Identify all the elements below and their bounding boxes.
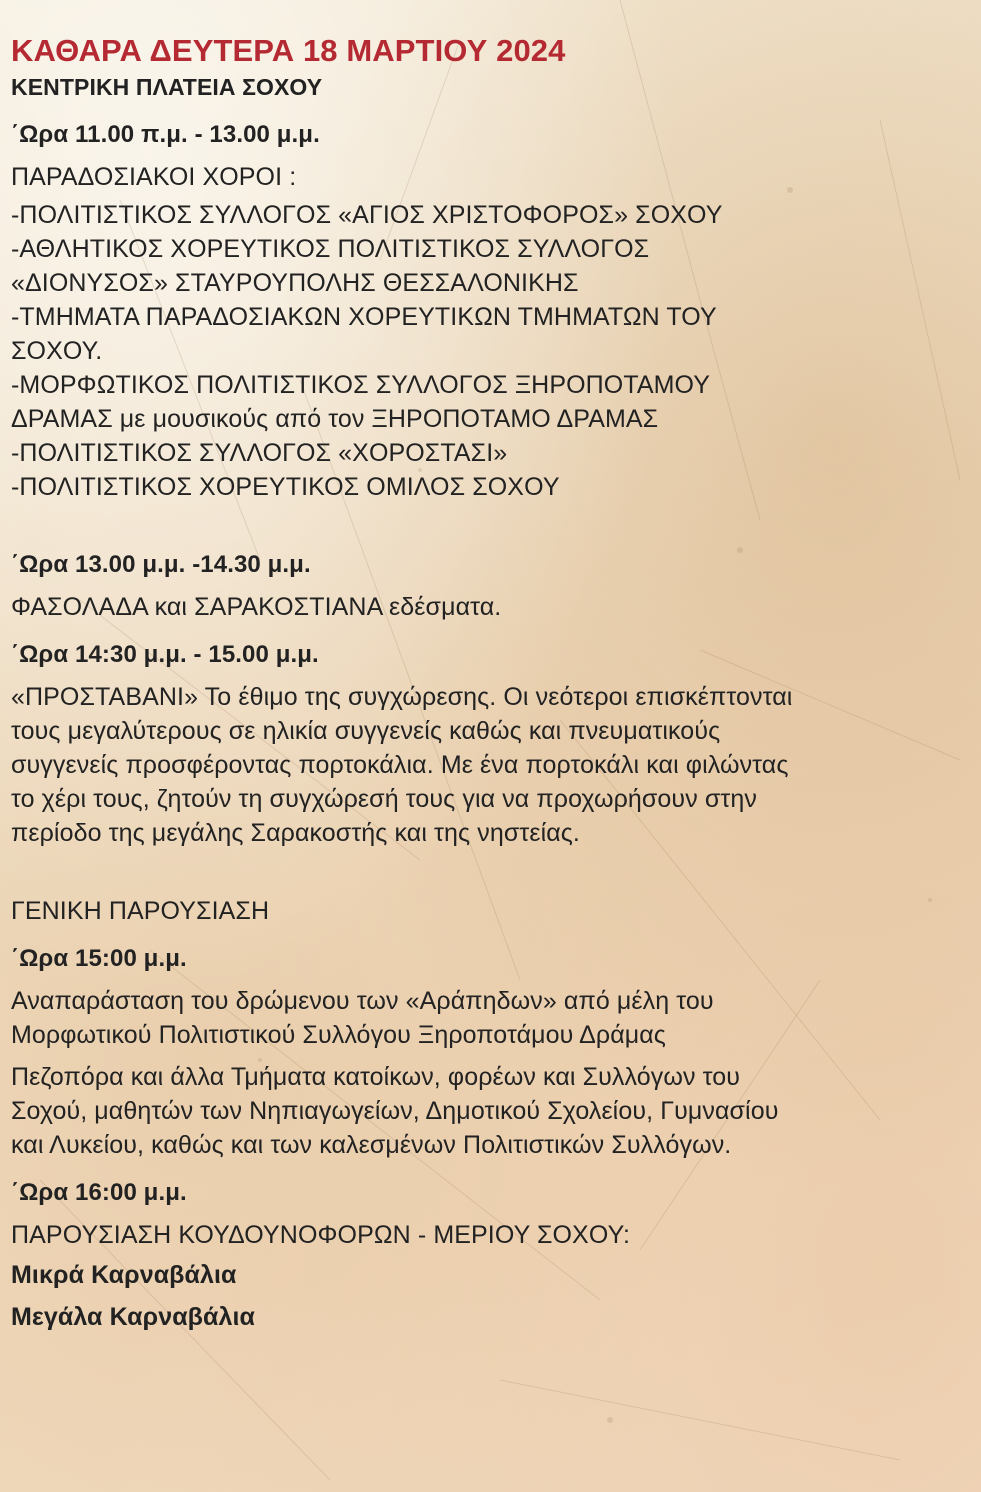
section-heading: ΓΕΝΙΚΗ ΠΑΡΟΥΣΙΑΣΗ <box>11 897 270 925</box>
paragraph-line: «ΠΡΟΣΤΑΒΑΝΙ» Το έθιμο της συγχώρεσης. Οι νεότεροι επισκέπτονται <box>11 683 793 711</box>
list-item: -ΤΜΗΜΑΤΑ ΠΑΡΑΔΟΣΙΑΚΩΝ ΧΟΡΕΥΤΙΚΩΝ ΤΜΗΜΑΤΩΝ ΤΟΥ <box>11 303 717 331</box>
list-item: -ΜΟΡΦΩΤΙΚΟΣ ΠΟΛΙΤΙΣΤΙΚΟΣ ΣΥΛΛΟΓΟΣ ΞΗΡΟΠΟΤΑΜΟΥ <box>11 371 711 399</box>
section-text: ΠΑΡΟΥΣΙΑΣΗ ΚΟΥΔΟΥΝΟΦΟΡΩΝ - ΜΕΡΙΟΥ ΣΟΧΟΥ: <box>11 1221 631 1249</box>
list-item: -ΠΟΛΙΤΙΣΤΙΚΟΣ ΧΟΡΕΥΤΙΚΟΣ ΟΜΙΛΟΣ ΣΟΧΟΥ <box>11 473 560 501</box>
section-heading: ΠΑΡΑΔΟΣΙΑΚΟΙ ΧΟΡΟΙ : <box>11 163 297 191</box>
section-prostavani <box>11 638 971 850</box>
section-traditional-dances <box>11 118 971 504</box>
section-text: ΦΑΣΟΛΑΔΑ και ΣΑΡΑΚΟΣΤΙΑΝΑ εδέσματα. <box>11 593 502 621</box>
paragraph-line: Πεζοπόρα και άλλα Τμήματα κατοίκων, φορέων και Συλλόγων του <box>11 1063 741 1091</box>
paragraph-line: Μορφωτικού Πολιτιστικού Συλλόγου Ξηροποτάμου Δράμας <box>11 1021 666 1049</box>
list-item: «ΔΙΟΝΥΣΟΣ» ΣΤΑΥΡΟΥΠΟΛΗΣ ΘΕΣΣΑΛΟΝΙΚΗΣ <box>11 269 579 297</box>
list-item: -ΠΟΛΙΤΙΣΤΙΚΟΣ ΣΥΛΛΟΓΟΣ «ΑΓΙΟΣ ΧΡΙΣΤΟΦΟΡΟΣ» ΣΟΧΟΥ <box>11 201 723 229</box>
paragraph-line: συγγενείς προσφέροντας πορτοκάλια. Με ένα πορτοκάλι και φιλώντας <box>11 751 789 779</box>
time-heading: ΄Ωρα 15:00 μ.μ. <box>11 945 187 972</box>
paragraph-line: το χέρι τους, ζητούν τη συγχώρεσή τους για να προχωρήσουν στην <box>11 785 757 813</box>
paragraph-line: Σοχού, μαθητών των Νηπιαγωγείων, Δημοτικού Σχολείου, Γυμνασίου <box>11 1097 779 1125</box>
time-heading: ΄Ωρα 16:00 μ.μ. <box>11 1179 187 1206</box>
time-heading: ΄Ωρα 13.00 μ.μ. -14.30 μ.μ. <box>11 551 311 578</box>
section-food <box>11 548 971 624</box>
list-item: Μικρά Καρναβάλια <box>11 1261 237 1289</box>
program-content <box>11 32 971 1334</box>
time-heading: ΄Ωρα 14:30 μ.μ. - 15.00 μ.μ. <box>11 641 319 668</box>
list-item: ΔΡΑΜΑΣ με μουσικούς από τον ΞΗΡΟΠΟΤΑΜΟ ΔΡΑΜΑΣ <box>11 405 659 433</box>
paragraph-line: Αναπαράσταση του δρώμενου των «Αράπηδων» από μέλη του <box>11 987 714 1015</box>
location-subtitle: ΚΕΝΤΡΙΚΗ ΠΛΑΤΕΙΑ ΣΟΧΟΥ <box>11 74 323 100</box>
paragraph-line: τους μεγαλύτερους σε ηλικία συγγενείς καθώς και πνευματικούς <box>11 717 721 745</box>
paragraph-line: περίοδο της μεγάλης Σαρακοστής και της νηστείας. <box>11 819 580 847</box>
list-item: Μεγάλα Καρναβάλια <box>11 1303 256 1331</box>
list-item: -ΑΘΛΗΤΙΚΟΣ ΧΟΡΕΥΤΙΚΟΣ ΠΟΛΙΤΙΣΤΙΚΟΣ ΣΥΛΛΟΓΟΣ <box>11 235 650 263</box>
section-bell-bearers <box>11 1176 971 1334</box>
list-item: ΣΟΧΟΥ. <box>11 337 103 365</box>
list-item: -ΠΟΛΙΤΙΣΤΙΚΟΣ ΣΥΛΛΟΓΟΣ «ΧΟΡΟΣΤΑΣΙ» <box>11 439 508 467</box>
page-title: ΚΑΘΑΡΑ ΔΕΥΤΕΡΑ 18 ΜΑΡΤΙΟΥ 2024 <box>11 33 566 68</box>
paragraph-line: και Λυκείου, καθώς και των καλεσμένων Πολιτιστικών Συλλόγων. <box>11 1131 732 1159</box>
section-general-presentation <box>11 894 971 1162</box>
time-heading: ΄Ωρα 11.00 π.μ. - 13.00 μ.μ. <box>11 121 320 148</box>
